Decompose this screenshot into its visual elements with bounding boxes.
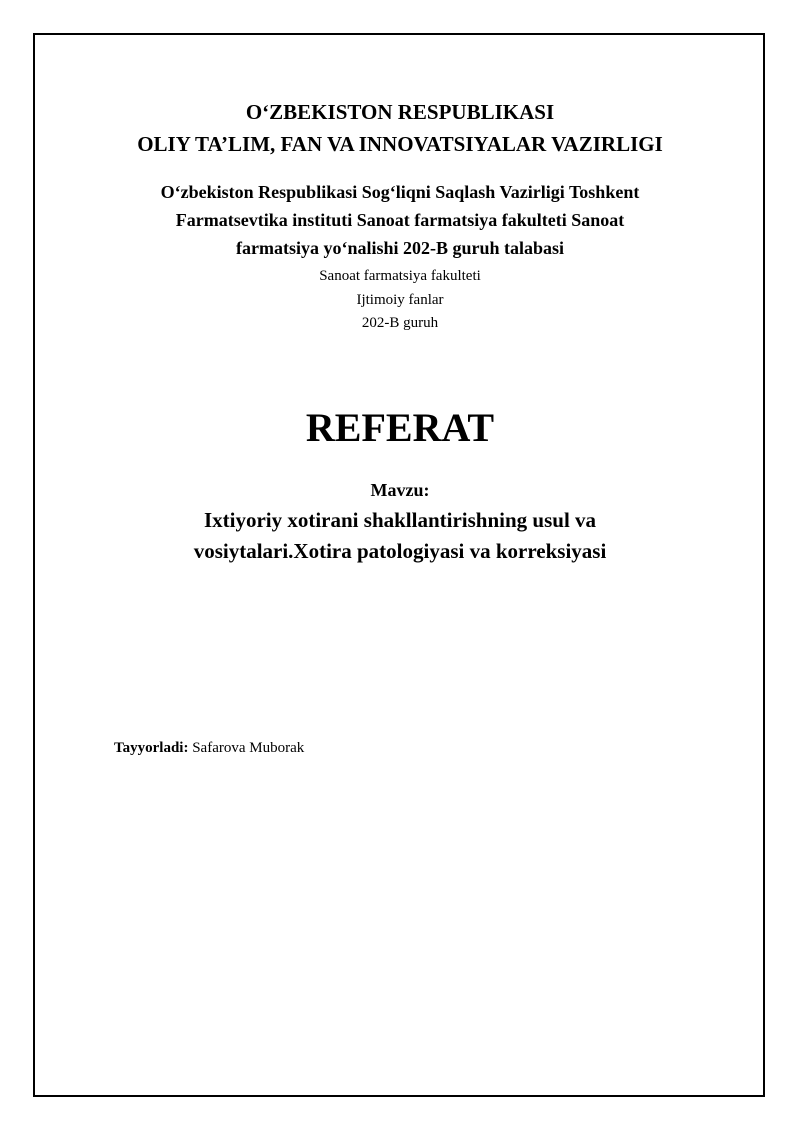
- topic-line-2: vosiytalari.Xotira patologiyasi va korreksiyasi: [193, 539, 607, 563]
- author-name: Safarova Muborak: [192, 740, 305, 756]
- author-label: Tayyorladi:: [114, 740, 189, 756]
- ministry-line-1: O‘ZBEKISTON RESPUBLIKASI: [245, 100, 555, 124]
- details-block: [0, 265, 800, 336]
- institute-line-1: O‘zbekiston Respublikasi Sog‘liqni Saqlash Vazirligi Toshkent: [160, 182, 640, 202]
- author-line: [114, 737, 304, 759]
- institute-line-2: Farmatsevtika instituti Sanoat farmatsiya fakulteti Sanoat: [175, 210, 625, 230]
- institute-block: [0, 178, 800, 262]
- ministry-line-2: OLIY TA’LIM, FAN VA INNOVATSIYALAR VAZIRLIGI: [137, 132, 663, 156]
- institute-line-3: farmatsiya yo‘nalishi 202-B guruh talabasi: [235, 238, 565, 258]
- topic-label: Mavzu:: [370, 480, 430, 500]
- topic-line-1: Ixtiyoriy xotirani shakllantirishning usul va: [203, 508, 597, 532]
- document-title: REFERAT: [305, 405, 495, 450]
- faculty-text: Sanoat farmatsiya fakulteti: [319, 268, 481, 284]
- topic-text: [0, 505, 800, 567]
- group-text: 202-B guruh: [361, 315, 439, 331]
- ministry-header: [0, 96, 800, 160]
- department-text: Ijtimoiy fanlar: [356, 291, 444, 308]
